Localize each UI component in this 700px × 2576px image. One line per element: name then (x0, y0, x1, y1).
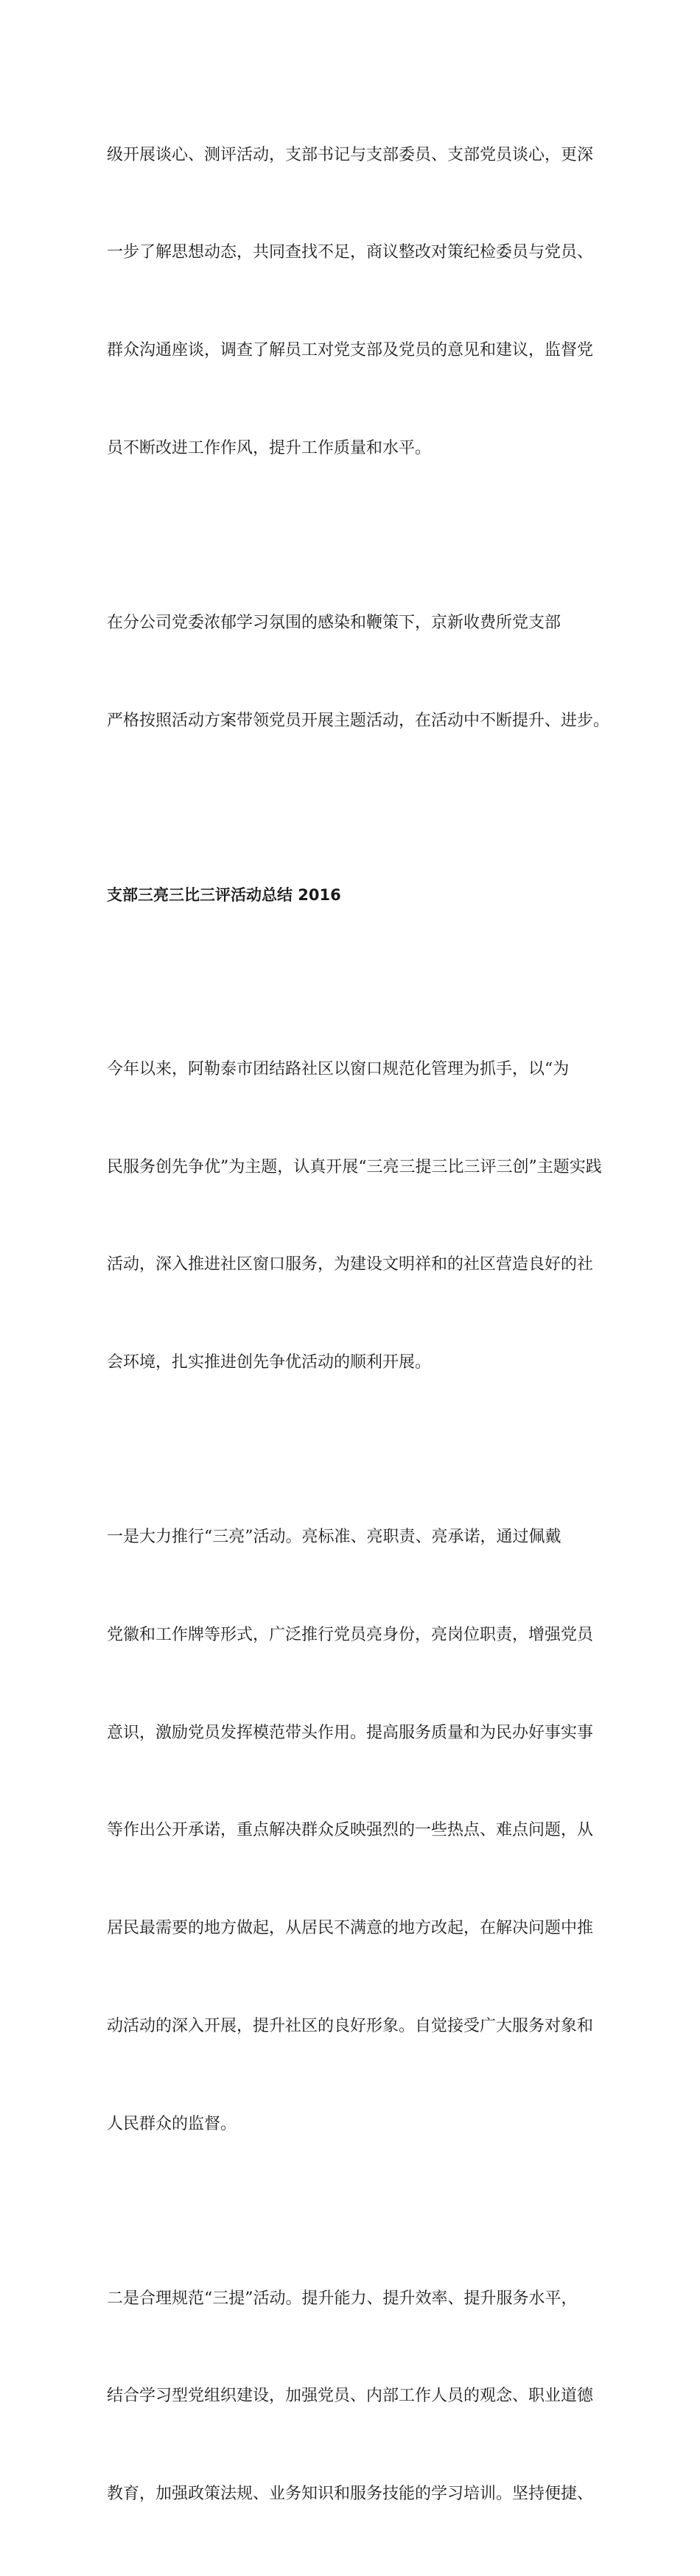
text-line: 党徽和工作牌等形式，广泛推行党员亮身份，亮岗位职责，增强党员 (107, 1625, 594, 1644)
paragraph-spacer (107, 530, 608, 541)
paragraph (107, 74, 608, 530)
paragraph (107, 2217, 608, 2576)
text-line: 今年以来，阿勒泰市团结路社区以窗口规范化管理为抓手，以“为 (107, 1059, 570, 1078)
text-line: 教育，加强政策法规、业务知识和服务技能的学习培训。坚持便捷、 (107, 2485, 594, 2504)
text-line: 员不断改进工作作风，提升工作质量和水平。 (107, 439, 432, 458)
text-line: 居民最需要的地方做起，从居民不满意的地方改起，在解决问题中推 (107, 1919, 594, 1938)
text-line: 严格按照活动方案带领党员开展主题活动，在活动中不断提升、进步。 (107, 711, 610, 730)
text-line: 等作出公开承诺，重点解决群众反映强烈的一些热点、难点问题，从 (107, 1821, 594, 1840)
paragraph (107, 988, 608, 1445)
text-line: 在分公司党委浓郁学习氛围的感染和鞭策下，京新收费所党支部 (107, 613, 561, 632)
text-line: 活动，深入推进社区窗口服务，为建设文明祥和的社区营造良好的社 (107, 1255, 594, 1274)
paragraph-spacer (107, 977, 608, 988)
text-line: 一是大力推行“三亮”活动。亮标准、亮职责、亮承诺，通过佩戴 (107, 1527, 561, 1546)
paragraph (107, 1456, 608, 2206)
text-line: 民服务创先争优”为主题，认真开展“三亮三提三比三评三创”主题实践 (107, 1157, 602, 1176)
text-line: 人民群众的监督。 (107, 2115, 237, 2134)
text-line: 结合学习型党组织建设，加强党员、内部工作人员的观念、职业道德 (107, 2387, 594, 2406)
document-body (107, 74, 608, 2576)
paragraph (107, 541, 608, 802)
heading-text: 支部三亮三比三评活动总结 2016 (107, 886, 341, 905)
text-line: 意识，激励党员发挥模范带头作用。提高服务质量和为民办好事实事 (107, 1723, 594, 1742)
paragraph-spacer (107, 1445, 608, 1456)
text-line: 会环境，扎实推进创先争优活动的顺利开展。 (107, 1353, 432, 1372)
text-line: 一步了解思想动态，共同查找不足，商议整改对策纪检委员与党员、 (107, 243, 594, 262)
text-line: 二是合理规范“三提”活动。提升能力、提升效率、提升服务水平， (107, 2289, 578, 2308)
paragraph-spacer (107, 2206, 608, 2217)
paragraph-spacer (107, 803, 608, 814)
section-heading (107, 814, 608, 977)
text-line: 动活动的深入开展，提升社区的良好形象。自觉接受广大服务对象和 (107, 2017, 594, 2036)
text-line: 群众沟通座谈，调查了解员工对党支部及党员的意见和建议，监督党 (107, 341, 594, 360)
text-line: 级开展谈心、测评活动，支部书记与支部委员、支部党员谈心，更深 (107, 145, 594, 164)
